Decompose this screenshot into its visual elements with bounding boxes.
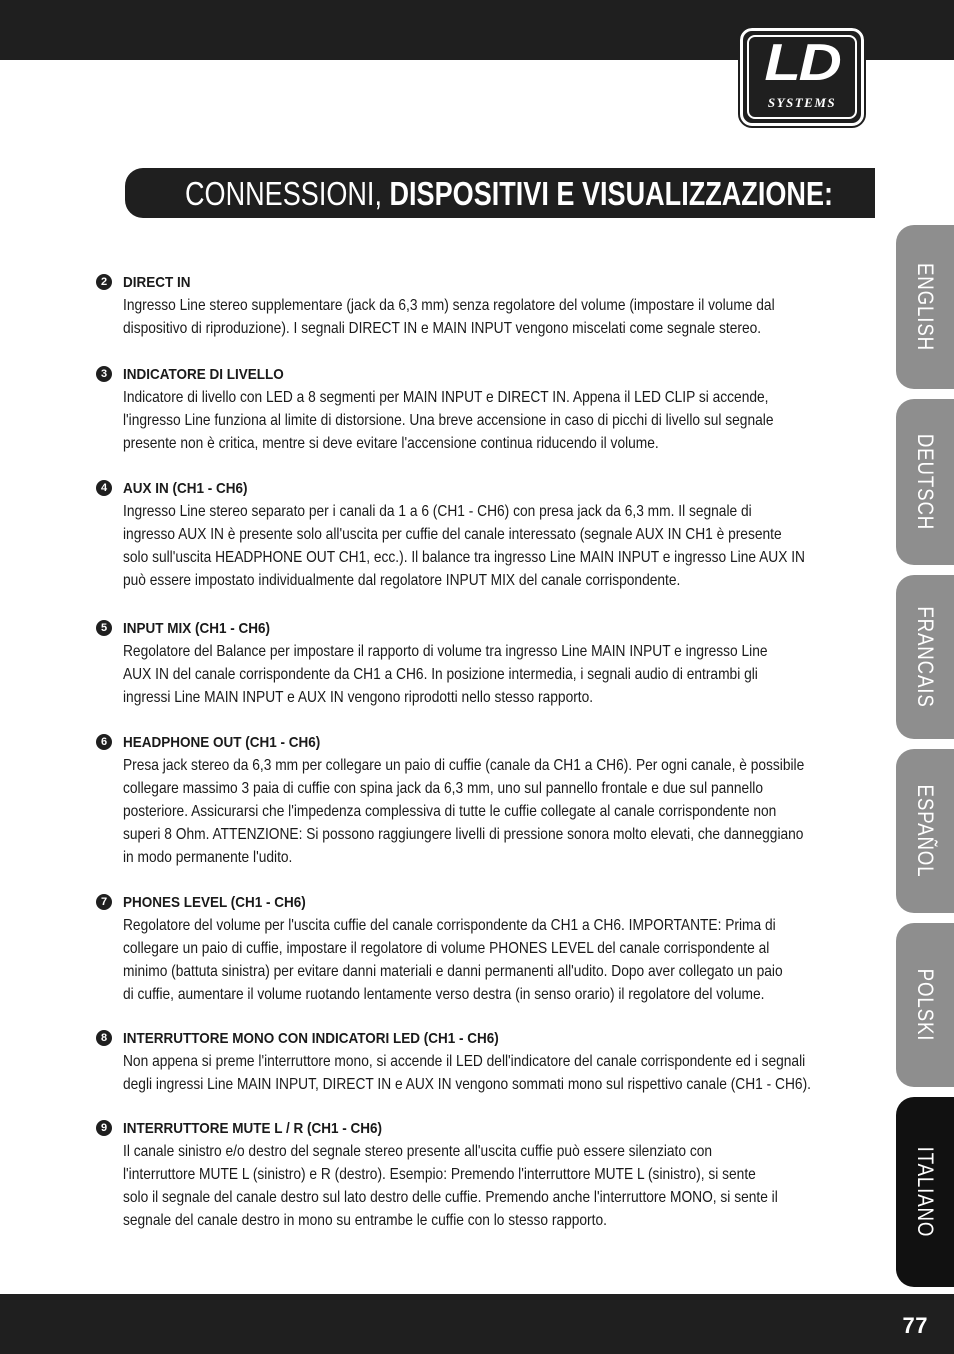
section-body	[123, 1140, 857, 1232]
body-line: dispositivo di riproduzione). I segnali DIRECT IN e MAIN INPUT vengono miscelati come segnale stereo.	[123, 320, 762, 337]
language-tab-label: FRANCAIS	[913, 606, 938, 708]
body-line: Indicatore di livello con LED a 8 segmenti per MAIN INPUT e DIRECT IN. Appena il LED CLIP si accende,	[123, 389, 769, 406]
section-interruttore-mono	[96, 1028, 866, 1118]
section-number: 9	[96, 1120, 112, 1136]
title-banner	[125, 168, 875, 218]
body-line: l'interruttore MUTE L (sinistro) e R (destro). Esempio: Premendo l'interruttore MUTE L (sinistro), si sente	[123, 1166, 756, 1183]
language-tab-label: ESPAÑOL	[913, 784, 938, 878]
language-tab-english[interactable]	[896, 225, 954, 389]
body-line: presente non è critica, mentre si deve evitare l'accensione continua riducendo il volume.	[123, 435, 659, 452]
section-body	[123, 294, 857, 340]
language-tab-francais[interactable]	[896, 575, 954, 739]
logo-sub-text: SYSTEMS	[767, 95, 837, 110]
section-input-mix	[96, 618, 866, 732]
section-number: 5	[96, 620, 112, 636]
section-aux-in	[96, 478, 866, 618]
body-line: degli ingressi Line MAIN INPUT, DIRECT IN e AUX IN vengono sommati mono sul rispettivo canale (CH1 - CH6).	[123, 1076, 811, 1093]
language-tab-label: ENGLISH	[913, 262, 938, 352]
section-body	[123, 754, 857, 869]
section-body	[123, 640, 857, 709]
section-title: HEADPHONE OUT (CH1 - CH6)	[123, 734, 321, 751]
body-line: collegare massimo 3 paia di cuffie con spina jack da 6,3 mm, uno sul pannello frontale e due sul pannello	[123, 780, 763, 797]
language-tab-polski[interactable]	[896, 923, 954, 1087]
body-line: minimo (battuta sinistra) per evitare danni materiali e danni permanenti all'udito. Dopo aver collegato un paio	[123, 963, 783, 980]
body-line: l'ingresso Line funziona al limite di distorsione. Una breve accensione in caso di picchi di livello sul segnale	[123, 412, 774, 429]
section-title: DIRECT IN	[123, 274, 191, 291]
section-number: 7	[96, 894, 112, 910]
body-line: solo sull'uscita HEADPHONE OUT CH1, ecc.). Il balance tra ingresso Line MAIN INPUT e ingresso Line AUX IN	[123, 549, 805, 566]
language-tab-espanol[interactable]	[896, 749, 954, 913]
body-line: Regolatore del volume per l'uscita cuffie del canale corrispondente da CH1 a CH6. IMPORTANTE: Prima di	[123, 917, 776, 934]
language-tab-label: DEUTSCH	[913, 433, 938, 531]
section-interruttore-mute	[96, 1118, 866, 1232]
section-number: 3	[96, 366, 112, 382]
body-line: Ingresso Line stereo supplementare (jack da 6,3 mm) senza regolatore del volume (impostare il volume dal	[123, 297, 775, 314]
body-line: AUX IN del canale corrispondente da CH1 a CH6. In posizione intermedia, i segnali audio di entrambi gli	[123, 666, 758, 683]
page-title	[185, 175, 833, 213]
language-tab-label: ITALIANO	[913, 1146, 938, 1238]
body-line: può essere impostato individualmente dal regolatore INPUT MIX del canale corrispondente.	[123, 572, 681, 589]
section-phones-level	[96, 892, 866, 1028]
ld-systems-logo	[740, 28, 864, 126]
body-line: solo il segnale del canale destro sul lato destro delle cuffie. Premendo anche l'interruttore MONO, si sente il	[123, 1189, 778, 1206]
section-indicatore-livello	[96, 364, 866, 478]
section-number: 2	[96, 274, 112, 290]
page-number: 77	[902, 1313, 928, 1338]
body-line: Ingresso Line stereo separato per i canali da 1 a 6 (CH1 - CH6) con presa jack da 6,3 mm. Il segnale di	[123, 503, 752, 520]
section-body	[123, 1050, 857, 1096]
page-title-light: CONNESSIONI,	[185, 175, 390, 212]
content	[96, 272, 866, 1232]
section-direct-in	[96, 272, 866, 364]
section-number: 6	[96, 734, 112, 750]
section-title: INDICATORE DI LIVELLO	[123, 366, 284, 383]
body-line: collegare un paio di cuffie, impostare il regolatore di volume PHONES LEVEL del canale corrispondente al	[123, 940, 770, 957]
section-body	[123, 500, 857, 592]
body-line: Non appena si preme l'interruttore mono, si accende il LED dell'indicatore del canale corrispondente ed i segnali	[123, 1053, 806, 1070]
page-title-bold: DISPOSITIVI E VISUALIZZAZIONE:	[389, 175, 834, 212]
body-line: di cuffie, aumentare il volume ruotando lentamente verso destra (in senso orario) il regolatore del volume.	[123, 986, 765, 1003]
language-tab-label: POLSKI	[913, 968, 938, 1042]
body-line: posteriore. Assicurarsi che l'impedenza complessiva di tutte le cuffie collegate al canale corrispondente non	[123, 803, 777, 820]
language-tab-italiano[interactable]	[896, 1097, 954, 1287]
body-line: in modo permanente l'udito.	[123, 849, 293, 866]
body-line: segnale del canale destro in mono su entrambe le cuffie con lo stesso rapporto.	[123, 1212, 607, 1229]
section-title: PHONES LEVEL (CH1 - CH6)	[123, 894, 306, 911]
section-title: INTERRUTTORE MUTE L / R (CH1 - CH6)	[123, 1120, 383, 1137]
section-body	[123, 386, 857, 455]
body-line: ingressi Line MAIN INPUT e AUX IN vengono riprodotti nello stesso rapporto.	[123, 689, 594, 706]
body-line: Il canale sinistro e/o destro del segnale stereo presente all'uscita cuffie può essere silenziato con	[123, 1143, 713, 1160]
section-title: AUX IN (CH1 - CH6)	[123, 480, 248, 497]
language-tab-deutsch[interactable]	[896, 399, 954, 565]
body-line: Presa jack stereo da 6,3 mm per collegare un paio di cuffie (canale da CH1 a CH6). Per ogni canale, è possibile	[123, 757, 805, 774]
body-line: superi 8 Ohm. ATTENZIONE: Si possono raggiungere livelli di pressione sonora molto elevati, che danneggiano	[123, 826, 804, 843]
body-line: ingresso AUX IN è presente solo all'uscita per cuffie del canale interessato (segnale AUX IN CH1 è presente	[123, 526, 782, 543]
section-number: 8	[96, 1030, 112, 1046]
section-number: 4	[96, 480, 112, 496]
bottom-bar	[0, 1294, 954, 1354]
section-headphone-out	[96, 732, 866, 892]
section-title: INTERRUTTORE MONO CON INDICATORI LED (CH1 - CH6)	[123, 1030, 499, 1047]
logo-main-text: LD	[764, 34, 840, 92]
section-title: INPUT MIX (CH1 - CH6)	[123, 620, 271, 637]
section-body	[123, 914, 857, 1006]
body-line: Regolatore del Balance per impostare il rapporto di volume tra ingresso Line MAIN INPUT e ingresso Line	[123, 643, 768, 660]
